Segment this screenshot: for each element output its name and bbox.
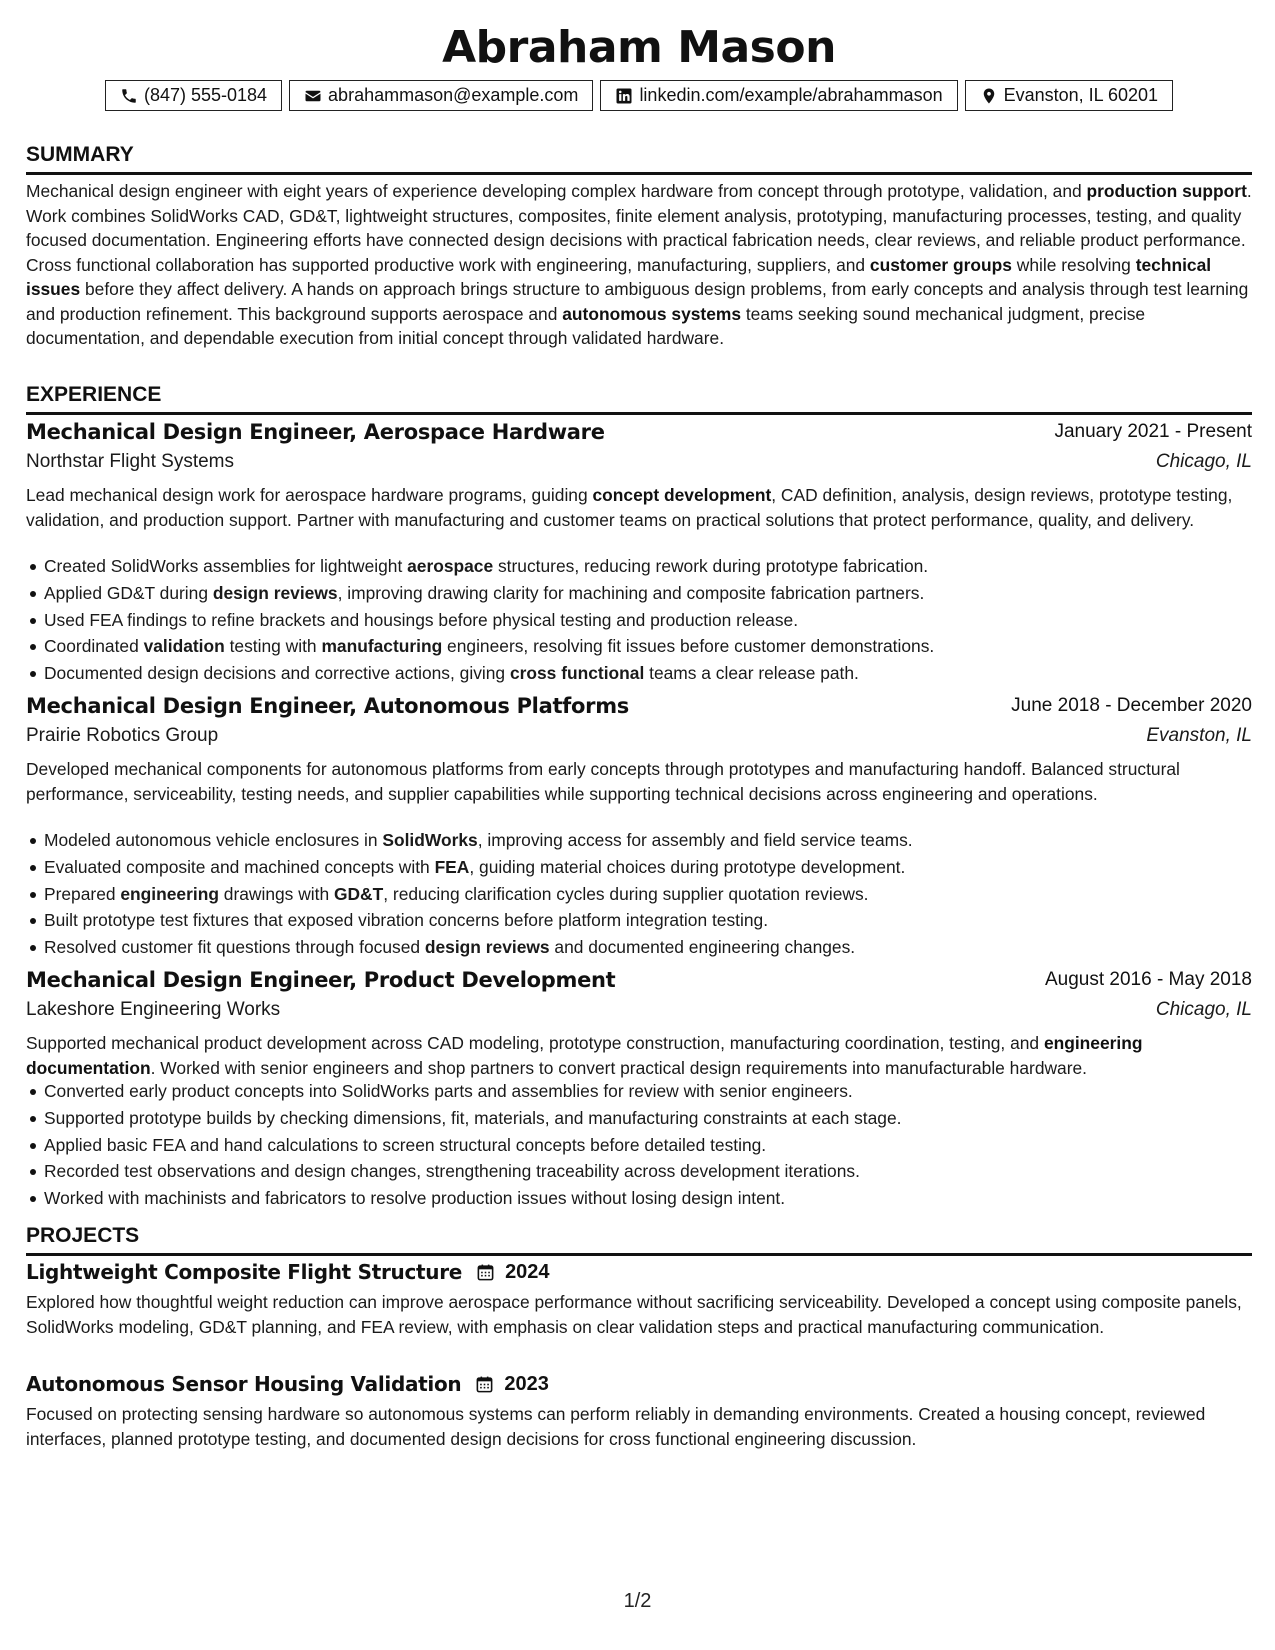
text-run: Built prototype test fixtures that exposed vibration concerns before platform integration testing. (44, 910, 769, 931)
emphasis-text: FEA (434, 856, 470, 877)
text-run: Resolved customer fit questions through focused (44, 937, 425, 958)
bullet-item (26, 660, 1252, 687)
text-run: Converted early product concepts into SolidWorks parts and assemblies for review with senior engineers. (44, 1081, 853, 1101)
text-run: , guiding material choices during prototype development. (469, 856, 906, 877)
job-dates: June 2018 - December 2020 (1011, 695, 1252, 716)
job-bullets (26, 827, 1252, 961)
email-chip[interactable] (289, 80, 593, 111)
bullet-item (26, 907, 1252, 934)
text-run: structures, reducing rework during prototype fabrication. (493, 556, 929, 576)
job-bullets (26, 553, 1252, 687)
linkedin-chip[interactable] (600, 80, 957, 111)
emphasis-text: customer groups (869, 254, 1012, 275)
bullet-item (26, 881, 1252, 908)
project-year: 2023 (504, 1372, 549, 1395)
bullet-item (26, 553, 1252, 580)
calendar-icon (476, 1263, 495, 1282)
text-run: . Worked with senior engineers and shop partners to convert practical design requirements into manufacturable hardware. (150, 1057, 1088, 1078)
contact-bar (26, 80, 1252, 111)
job-title: Mechanical Design Engineer, Autonomous Platforms (26, 694, 629, 718)
text-run: teams a clear release path. (644, 663, 859, 684)
text-run: while resolving (1011, 254, 1136, 275)
job-bullets (26, 1078, 1252, 1212)
text-run: Supported mechanical product development across CAD modeling, prototype construction, manufacturing coordination, testing, and (26, 1033, 1044, 1053)
emphasis-text: cross functional (509, 663, 645, 684)
text-run: Prepared (44, 883, 121, 904)
text-run: , improving access for assembly and field service teams. (477, 830, 913, 850)
bullet-item (26, 1158, 1252, 1185)
bullet-item (26, 1185, 1252, 1212)
envelope-icon (304, 87, 322, 105)
emphasis-text: engineering documentation (26, 1033, 1143, 1078)
text-run: Recorded test observations and design changes, strengthening traceability across development iterations. (44, 1161, 860, 1182)
text-run: Created SolidWorks assemblies for lightweight (44, 556, 408, 576)
projects-heading: PROJECTS (26, 1223, 1252, 1256)
text-run: before they affect delivery. A hands on approach brings structure to ambiguous design problems, from early concepts and analysis through test learning and production refinement. This background supports aerospace and (26, 279, 1249, 324)
emphasis-text: production support (1086, 181, 1247, 201)
text-run: Modeled autonomous vehicle enclosures in (44, 830, 383, 850)
map-pin-icon (980, 87, 998, 105)
job-location: Evanston, IL (1146, 725, 1252, 746)
text-run: Lead mechanical design work for aerospace hardware programs, guiding (26, 485, 593, 505)
bullet-item (26, 1105, 1252, 1132)
emphasis-text: aerospace (407, 556, 494, 576)
text-run: Documented design decisions and corrective actions, giving (44, 663, 510, 684)
job-company: Prairie Robotics Group (26, 725, 219, 746)
text-run: and documented engineering changes. (549, 937, 856, 958)
page-number: 1/2 (623, 1590, 652, 1612)
job-company: Lakeshore Engineering Works (26, 999, 281, 1020)
bullet-item (26, 1132, 1252, 1159)
experience-heading: EXPERIENCE (26, 382, 1252, 415)
email-address: abrahammason@example.com (328, 85, 579, 105)
text-run: Developed mechanical components for autonomous platforms from early concepts through prototypes and manufacturing handoff. Balanced structural performance, serviceability, testing needs, and supplier capabilities while supporting technical decisions across engineering and operations. (26, 759, 1180, 804)
candidate-name: Abraham Mason (442, 22, 836, 73)
emphasis-text: engineering (120, 883, 219, 904)
location-text: Evanston, IL 60201 (1003, 85, 1159, 105)
summary-text (26, 179, 1252, 351)
project-year: 2024 (505, 1260, 550, 1283)
phone-icon (120, 87, 138, 105)
linkedin-url: linkedin.com/example/abrahammason (639, 85, 943, 105)
emphasis-text: SolidWorks (382, 830, 478, 850)
emphasis-text: concept development (592, 485, 772, 505)
project-header (26, 1372, 549, 1396)
bullet-item (26, 934, 1252, 961)
text-run: Used FEA findings to refine brackets and housings before physical testing and production release. (44, 609, 799, 630)
project-header (26, 1260, 550, 1284)
text-run: testing with (224, 636, 322, 657)
emphasis-text: design reviews (212, 582, 338, 603)
text-run: engineers, resolving fit issues before customer demonstrations. (442, 636, 935, 657)
job-dates: August 2016 - May 2018 (1044, 969, 1252, 990)
job-summary (26, 757, 1252, 806)
job-title: Mechanical Design Engineer, Product Development (26, 968, 616, 992)
project-name: Autonomous Sensor Housing Validation (26, 1372, 462, 1396)
text-run: Applied basic FEA and hand calculations to screen structural concepts before detailed testing. (44, 1134, 767, 1155)
text-run: , CAD definition, analysis, design reviews, prototype testing, validation, and production support. Partner with manufacturing and customer teams on practical solutions that protect performance, quality, and delivery. (26, 485, 1233, 530)
job-summary (26, 1031, 1252, 1080)
job-location: Chicago, IL (1155, 999, 1252, 1020)
emphasis-text: validation (143, 636, 225, 657)
bullet-item (26, 854, 1252, 881)
text-run: Mechanical design engineer with eight years of experience developing complex hardware from concept through prototype, validation, and (26, 181, 1087, 201)
text-run: teams seeking sound mechanical judgment, precise documentation, and dependable execution from initial concept through validated hardware. (26, 303, 1146, 348)
bullet-item (26, 633, 1252, 660)
summary-heading: SUMMARY (26, 142, 1252, 175)
job-dates: January 2021 - Present (1054, 421, 1252, 442)
text-run: Evaluated composite and machined concepts with (44, 856, 435, 877)
job-summary (26, 483, 1252, 532)
project-description: Explored how thoughtful weight reduction can improve aerospace performance without sacrificing serviceability. Developed a concept using composite panels, SolidWorks modeling, GD&T planning, and FEA review, with emphasis on clear validation steps and practical manufacturing communication. (26, 1292, 1242, 1337)
bullet-item (26, 607, 1252, 634)
text-run: , reducing clarification cycles during supplier quotation reviews. (383, 883, 869, 904)
emphasis-text: manufacturing (321, 636, 443, 657)
calendar-icon (475, 1375, 494, 1394)
text-run: , improving drawing clarity for machining and composite fabrication partners. (337, 582, 925, 603)
emphasis-text: autonomous systems (562, 303, 742, 324)
job-location: Chicago, IL (1155, 451, 1252, 472)
text-run: Supported prototype builds by checking dimensions, fit, materials, and manufacturing constraints at each stage. (44, 1107, 902, 1128)
phone-number: (847) 555-0184 (143, 85, 268, 105)
bullet-item (26, 827, 1252, 854)
text-run: Applied GD&T during (44, 582, 213, 603)
project-description: Focused on protecting sensing hardware so autonomous systems can perform reliably in demanding environments. Created a housing concept, reviewed interfaces, planned prototype testing, and documented design decisions for cross functional engineering discussion. (26, 1404, 1206, 1449)
text-run: Worked with machinists and fabricators to resolve production issues without losing design intent. (44, 1188, 786, 1209)
text-run: Coordinated (44, 636, 144, 657)
phone-chip[interactable] (105, 80, 282, 111)
text-run: drawings with (218, 883, 334, 904)
text-run: . Work combines SolidWorks CAD, GD&T, lightweight structures, composites, finite element analysis, prototyping, manufacturing processes, testing, and quality focused documentation. Engineering efforts have connected design decisions with practical fabrication needs, clear reviews, and reliable product performance. Cross functional collaboration has supported productive work with engineering, manufacturing, suppliers, and (26, 181, 1252, 275)
bullet-item (26, 580, 1252, 607)
bullet-item (26, 1078, 1252, 1105)
emphasis-text: technical issues (26, 254, 1212, 299)
job-title: Mechanical Design Engineer, Aerospace Hardware (26, 420, 605, 444)
job-company: Northstar Flight Systems (26, 451, 234, 472)
project-name: Lightweight Composite Flight Structure (26, 1260, 463, 1284)
emphasis-text: design reviews (424, 937, 550, 958)
location-chip[interactable] (965, 80, 1173, 111)
emphasis-text: GD&T (333, 883, 384, 904)
linkedin-icon (615, 87, 633, 105)
